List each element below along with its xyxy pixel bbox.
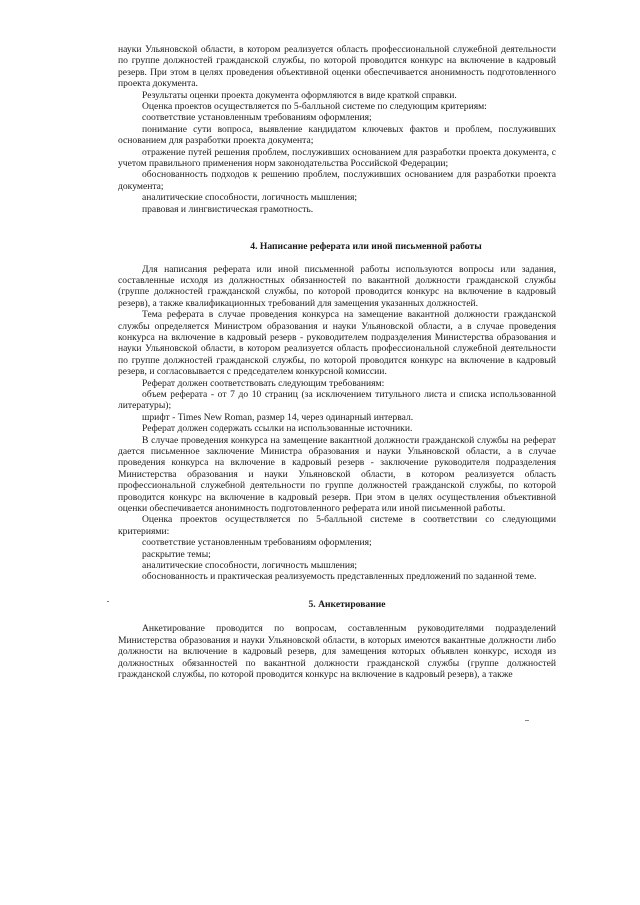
scan-mark bbox=[525, 720, 529, 721]
paragraph: Для написания реферата или иной письменной работы используются вопросы или задания, составленные исходя из должностных обязанностей по вакантной должности гражданской службы (группе должностей гражданской службы, по которой проводится конкурс на включение в кадровый резерв), а также квалификационных требований для замещения указанных должностей. bbox=[118, 263, 556, 309]
criteria-item: соответствие установленным требованиям оформления; bbox=[142, 112, 372, 124]
paragraph: Реферат должен содержать ссылки на использованные источники. bbox=[142, 423, 413, 435]
requirement-item: объем реферата - от 7 до 10 страниц (за исключением титульного листа и списка использованной литературы); bbox=[118, 388, 556, 412]
criteria-item: аналитические способности, логичность мышления; bbox=[142, 192, 358, 204]
criteria-item: обоснованность подходов к решению проблем, послуживших основанием для разработки проекта документа; bbox=[118, 169, 556, 192]
paragraph: Реферат должен соответствовать следующим требованиям: bbox=[142, 377, 385, 389]
paragraph: Результаты оценки проекта документа оформляются в виде краткой справки. bbox=[142, 89, 457, 101]
section-heading: 5. Анкетирование bbox=[308, 598, 386, 610]
criteria-item: правовая и лингвистическая грамотность. bbox=[142, 203, 314, 215]
paragraph: Оценка проектов осуществляется по 5-балльной системе по следующим критериям: bbox=[142, 101, 487, 113]
criteria-item: обоснованность и практическая реализуемость представленных предложений по заданной теме. bbox=[142, 571, 537, 583]
criteria-item: понимание сути вопроса, выявление кандидатом ключевых фактов и проблем, послуживших основанием для разработки проекта документа; bbox=[118, 123, 556, 147]
paragraph: Оценка проектов осуществляется по 5-балльной системе в соответствии со следующими критериями: bbox=[118, 514, 556, 537]
criteria-item: раскрытие темы; bbox=[142, 548, 211, 560]
criteria-item: соответствие установленным требованиям оформления; bbox=[142, 537, 372, 549]
paragraph: Тема реферата в случае проведения конкурса на замещение вакантной должности гражданской службы определяется Министром образования и науки Ульяновской области, а в случае проведения конкурса на включение в кадровый резерв - руководителем подразделения Министерства образования и науки Ульяновской области, в котором реализуется область профессиональной служебной деятельности по группе должностей гражданской службы, по которой проводится конкурс на включение в кадровый резерв, и согласовывается с председателем конкурсной комиссии. bbox=[118, 309, 556, 378]
criteria-item: аналитические способности, логичность мышления; bbox=[142, 560, 358, 572]
section-heading: 4. Написание реферата или иной письменной работы bbox=[250, 241, 482, 253]
criteria-item: отражение путей решения проблем, послуживших основанием для разработки проекта документа, с учетом правильного применения норм законодательства Российской Федерации; bbox=[118, 146, 556, 170]
paragraph: науки Ульяновской области, в котором реализуется область профессиональной служебной деятельности по группе должностей гражданской службы, по которой проводится конкурс на включение в кадровый резерв. При этом в целях проведения объективной оценки обеспечивается анонимность подготовленного проекта документа. bbox=[118, 44, 556, 90]
scan-mark bbox=[107, 601, 109, 602]
requirement-item: шрифт - Times New Roman, размер 14, через одинарный интервал. bbox=[142, 411, 414, 423]
document-body bbox=[118, 44, 556, 680]
paragraph: Анкетирование проводится по вопросам, составленным руководителями подразделений Министерства образования и науки Ульяновской области, в которых имеются вакантные должности либо должности на включение в кадровый резерв, для замещения которых объявлен конкурс, исходя из должностных обязанностей по вакантной должности гражданской службы (группе должностей гражданской службы, по которой проводится конкурс на включение в кадровый резерв), а также bbox=[118, 623, 556, 680]
paragraph: В случае проведения конкурса на замещение вакантной должности гражданской службы на реферат дается письменное заключение Министра образования и науки Ульяновской области, а в случае проведения конкурса на включение в кадровый резерв - заключение руководителя подразделения Министерства образования и науки Ульяновской области, в котором реализуется область профессиональной служебной деятельности по группе должностей гражданской службы, по которой проводится конкурс на включение в кадровый резерв. При этом в целях осуществления объективной оценки обеспечивается анонимность подготовленного реферата или иной письменной работы. bbox=[118, 434, 556, 515]
